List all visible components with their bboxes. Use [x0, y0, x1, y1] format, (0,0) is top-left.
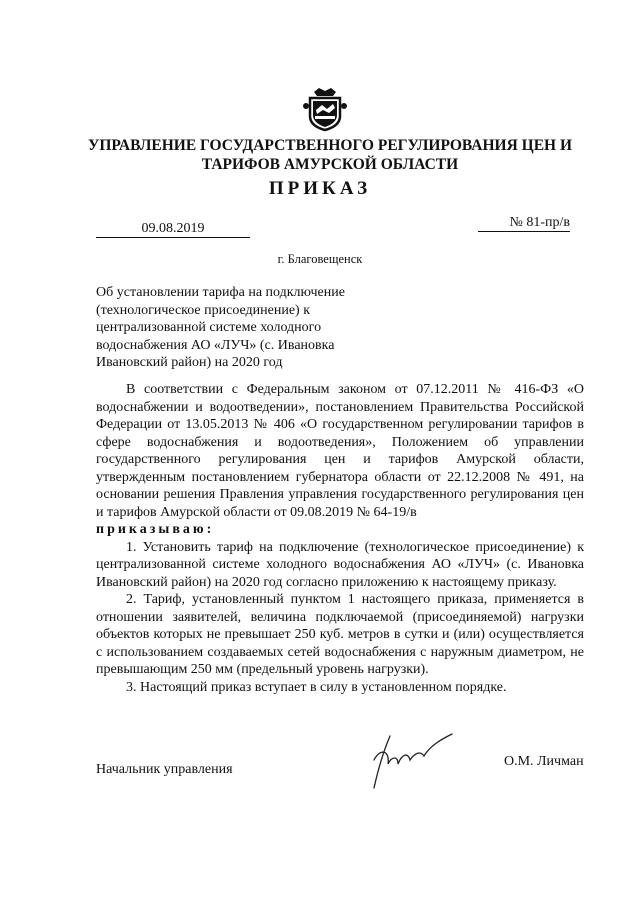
handwritten-signature-icon — [368, 730, 458, 794]
coat-of-arms-icon — [302, 86, 348, 132]
organization-name: УПРАВЛЕНИЕ ГОСУДАРСТВЕННОГО РЕГУЛИРОВАНИЯ ЦЕН И ТАРИФОВ АМУРСКОЙ ОБЛАСТИ — [87, 137, 573, 173]
document-subject: Об установлении тарифа на подключение (технологическое присоединение) к централизованной системе холодного водоснабжения АО «ЛУЧ» (с. Ивановка Ивановский район) на 2020 год — [96, 285, 345, 370]
document-city: г. Благовещенск — [277, 252, 363, 266]
order-item-2: 2. Тариф, установленный пунктом 1 настоящего приказа, применяется в отношении заявителей, величина подключаемой (присоединяемой) нагрузки объектов которых не превышает 250 куб. метров в сутки и (или) осуществляется с использованием создаваемых сетей водоснабжения с наружным диаметром, не превышающим 250 мм (предельный уровень нагрузки). — [96, 592, 584, 677]
signatory-position: Начальник управления — [96, 762, 233, 777]
signatory-name: О.М. Личман — [504, 754, 584, 769]
preamble-paragraph: В соответствии с Федеральным законом от 07.12.2011 № 416-ФЗ «О водоснабжении и водоотведении», постановлением Правительства Российской Федерации от 13.05.2013 № 406 «О государственном регулировании тарифов в сфере водоснабжения и водоотведения», Положением об управлении государственного регулирования цен и тарифов Амурской области, утвержденным постановлением губернатора области от 22.12.2008 № 491, на основании решения Правления управления государственного регулирования цен и тарифов Амурской области от 09.08.2019 № 64-19/в — [96, 382, 584, 520]
document-date: 09.08.2019 — [96, 222, 250, 238]
document-number: № 81-пр/в — [478, 216, 570, 232]
document-body — [96, 381, 584, 696]
order-item-3: 3. Настоящий приказ вступает в силу в установленном порядке. — [126, 679, 507, 695]
order-item-1: 1. Установить тариф на подключение (технологическое присоединение) к централизованной системе холодного водоснабжения АО «ЛУЧ» (с. Ивановка Ивановский район) на 2020 год согласно приложению к настоящему приказу. — [96, 539, 584, 590]
order-word: приказываю: — [96, 522, 215, 537]
document-type-title: ПРИКАЗ — [268, 178, 372, 199]
